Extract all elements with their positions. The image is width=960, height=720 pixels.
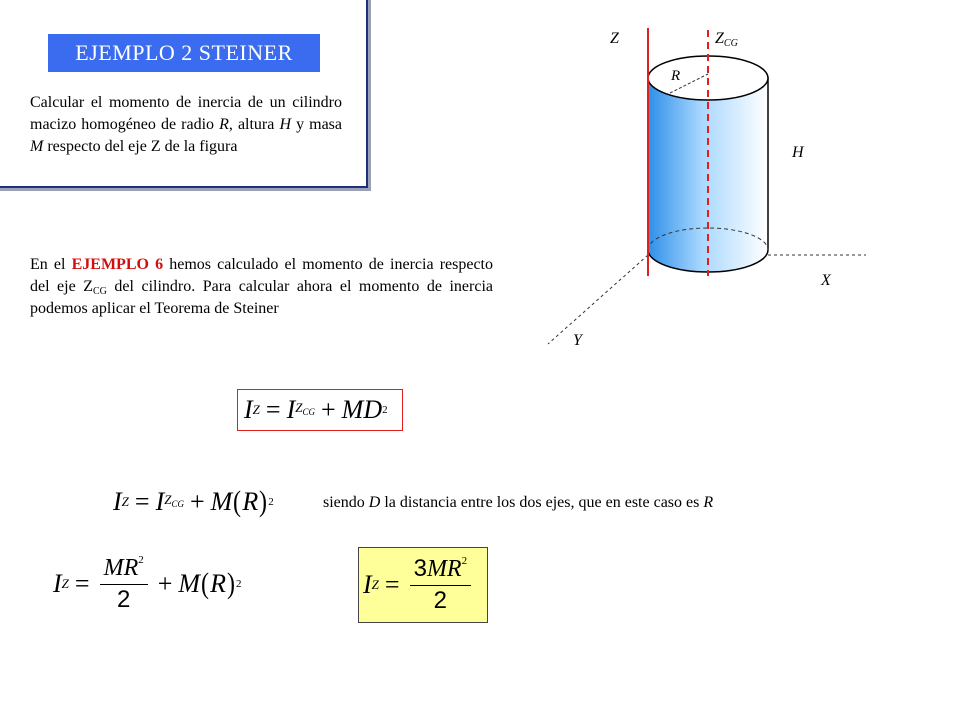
fraction: $\frac{MR^2}{2}$ [100,554,148,615]
y-axis-label: Y [573,332,582,349]
zcg-axis-label: ZCG [715,30,738,49]
title-banner: EJEMPLO 2 STEINER [48,34,320,72]
steiner-formula: I Z = I $Z_{CG}$ + MD 2 [237,389,403,431]
result-equation: I Z = $\frac{3MR^2}{2}$ [358,547,488,623]
z-axis-label: Z [610,30,619,47]
intro-paragraph: En el EJEMPLO 6 hemos calculado el momento de inercia respecto del eje $Z_{CG}$ del cilindro. Para calcular ahora el momento de inercia podemos aplicar el Teorema de Steiner [30,256,494,317]
height-label: H [792,144,804,161]
result-fraction: $\frac{3MR^2}{2}$ [410,555,472,616]
steiner-substituted: I Z = I $Z_{CG}$ + M ( R ) 2 [113,485,274,518]
cylinder-figure [530,20,890,360]
distance-note: siendo D la distancia entre los dos ejes, que en este caso es R [323,494,714,511]
radius-label: R [671,68,681,84]
x-axis-label: X [821,272,831,289]
y-axis-line [548,255,648,344]
problem-statement: Calcular el momento de inercia de un cilindro macizo homogéneo de radio R, altura H y masa M respecto del eje Z de la figura [30,94,343,155]
example-reference: EJEMPLO 6 [71,256,164,273]
intermediate-equation: I Z = $\frac{MR^2}{2}$ + M ( R ) 2 [53,553,242,613]
